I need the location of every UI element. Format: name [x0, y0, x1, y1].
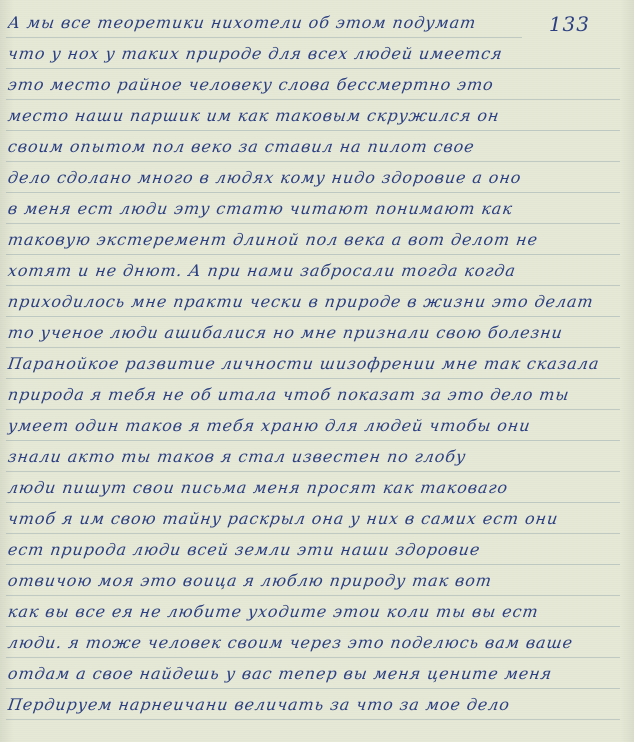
text-line: место наши паршик им как таковым скружился он [6, 101, 624, 131]
text-line: приходилось мне практи чески в природе в жизни это делат [6, 287, 624, 317]
text-line: отдам а свое найдешь у вас тепер вы меня цените меня [6, 659, 624, 689]
text-line: ест природа люди всей земли эти наши здоровие [6, 535, 624, 565]
text-line: что у нох у таких природе для всех людей имеется [6, 39, 624, 69]
text-line: это место райное человеку слова бессмертно это [6, 70, 624, 100]
text-line: знали акто ты таков я стал известен по глобу [6, 442, 624, 472]
text-line: Паранойкое развитие личности шизофрении мне так сказала [6, 349, 624, 379]
text-line: дело сдолано много в людях кому нидо здоровие а оно [6, 163, 624, 193]
text-line: умеет один таков я тебя храню для людей чтобы они [6, 411, 624, 441]
text-line: Пердируем нарнеичани величать за что за мое дело [6, 690, 624, 720]
text-line: то ученое люди ашибалися но мне признали свою болезни [6, 318, 624, 348]
text-line: природа я тебя не об итала чтоб показат за это дело ты [6, 380, 624, 410]
page-number: 133 [548, 12, 590, 36]
text-line: в меня ест люди эту статю читают понимают как [6, 194, 624, 224]
text-line: отвичою моя это воица я люблю природу так вот [6, 566, 624, 596]
text-line: люди пишут свои письма меня просят как таковаго [6, 473, 624, 503]
text-line: А мы все теоретики нихотели об этом подумат [6, 8, 526, 38]
text-line: своим опытом пол веко за ставил на пилот свое [6, 132, 624, 162]
text-line: таковую экстеремент длиной пол века а вот делот не [6, 225, 624, 255]
text-line: хотят и не днют. А при нами забросали тогда когда [6, 256, 624, 286]
text-line: как вы все ея не любите уходите этои коли ты вы ест [6, 597, 624, 627]
text-line: чтоб я им свою тайну раскрыл она у них в самих ест они [6, 504, 624, 534]
text-line: люди. я тоже человек своим через это поделюсь вам ваше [6, 628, 624, 658]
